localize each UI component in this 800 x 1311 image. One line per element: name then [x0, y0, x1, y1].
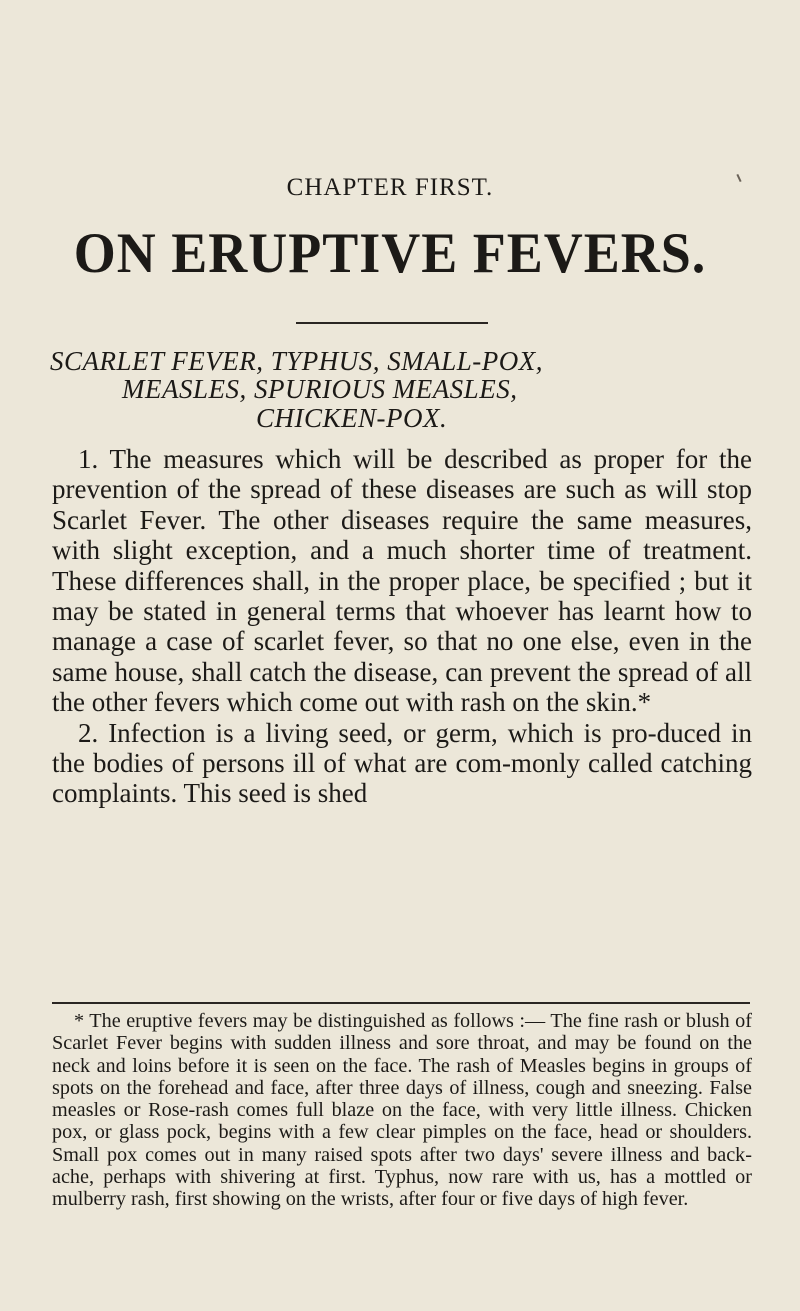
paragraph-1: 1. The measures which will be described as proper for the prevention of the spread of these diseases are such as will stop Scarlet Fever. The other diseases require the same measures, with slight exception, and a much shorter time of treatment. These differences shall, in the proper place, be specified ; but it may be stated in general terms that whoever has learnt how to manage a case of scarlet fever, so that no one else, even in the same house, shall catch the disease, can prevent the spread of all the other fevers which come out with rash on the skin.*: [52, 444, 752, 718]
footnote-text: * The eruptive fevers may be distinguished as follows :— The fine rash or blush of Scarlet Fever begins with sudden illness and sore throat, and may be found on the neck and loins before it is seen on the face. The rash of Measles begins in groups of spots on the forehead and face, after three days of illness, cough and sneezing. False measles or Rose-rash comes full blaze on the face, with very little illness. Chicken pox, or glass pock, begins with a few clear pimples on the face, head or shoulders. Small pox comes out in many raised spots after two days' severe illness and back-ache, perhaps with shivering at first. Typhus, now rare with us, has a mottled or mulberry rash, first showing on the wrists, after four or five days of high fever.: [52, 1010, 752, 1211]
section-subtitle-line-1: SCARLET FEVER, TYPHUS, SMALL-POX,: [50, 346, 544, 376]
footnote: [52, 1010, 752, 1211]
section-subtitle-line-3: CHICKEN-POX.: [256, 403, 448, 433]
chapter-title: ON ERUPTIVE FEVERS.: [73, 221, 707, 285]
section-subtitle-line-2: MEASLES, SPURIOUS MEASLES,: [122, 374, 518, 404]
title-divider: [296, 322, 488, 324]
paragraph-2: 2. Infection is a living seed, or germ, which is pro-duced in the bodies of persons ill of what are com-monly called catching complaints. This seed is shed: [52, 717, 752, 809]
body-text: [52, 444, 752, 809]
chapter-label: CHAPTER FIRST.: [286, 174, 494, 201]
footnote-divider: [52, 1002, 750, 1004]
